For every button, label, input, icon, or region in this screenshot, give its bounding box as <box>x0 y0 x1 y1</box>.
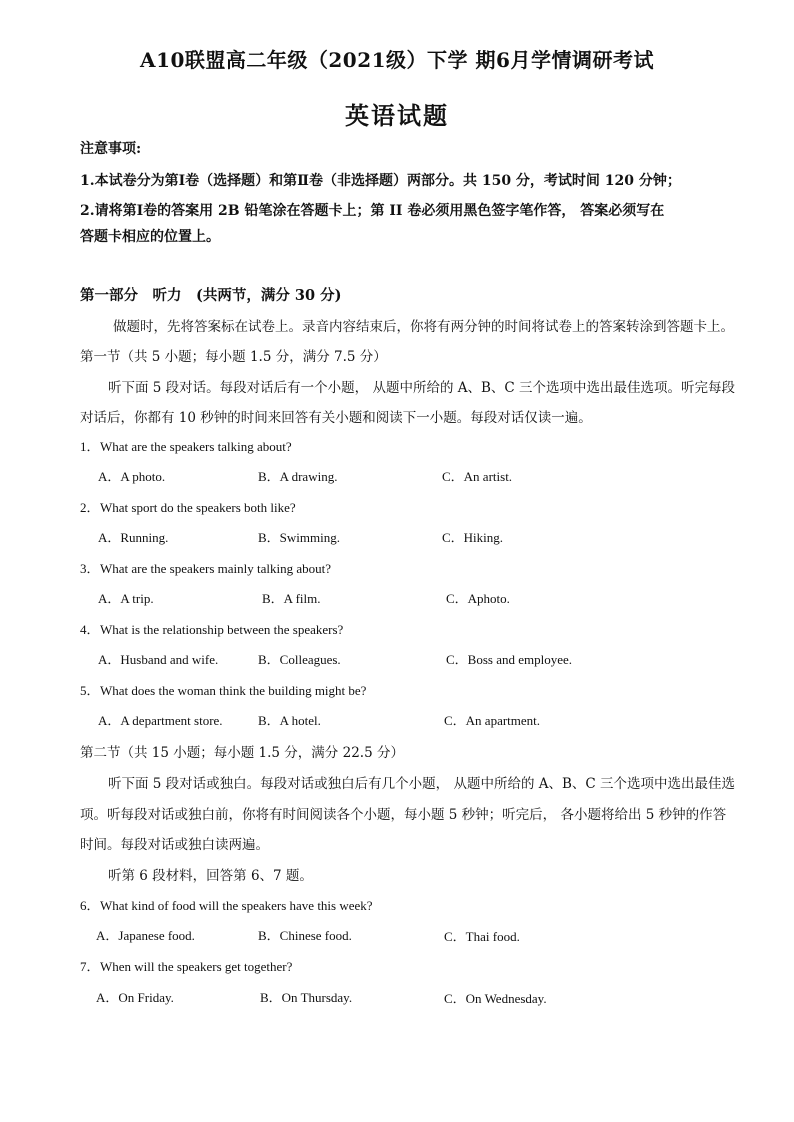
option-c: C．Boss and employee. <box>446 652 573 667</box>
option-b: B．Colleagues. <box>258 652 341 667</box>
option-b: B．A hotel. <box>258 713 321 728</box>
question-3 <box>80 558 331 577</box>
section2-instruction-1: 听下面 5 段对话或独白。每段对话或独白后有几个小题， 从题中所给的 A、B、C 三个选项中选出最佳选 <box>108 776 736 792</box>
option-a: A．A trip. <box>98 591 154 606</box>
question-text: What are the speakers mainly talking about? <box>100 561 332 576</box>
question-1 <box>80 436 292 455</box>
option-c: C．An apartment. <box>444 713 541 728</box>
question-5 <box>80 680 366 699</box>
question-text: What are the speakers talking about? <box>100 439 292 454</box>
question-number: 6． <box>80 898 100 913</box>
option-a: A．Japanese food. <box>96 928 195 943</box>
option-c: C．An artist. <box>442 469 513 484</box>
question-text: What does the woman think the building might be? <box>100 683 367 698</box>
question-number: 7． <box>80 959 100 974</box>
option-c: C．Aphoto. <box>446 591 510 606</box>
question-text: What kind of food will the speakers have this week? <box>100 898 373 913</box>
option-b: B．Chinese food. <box>258 928 352 943</box>
question-text: What sport do the speakers both like? <box>100 500 296 515</box>
material-instruction: 听第 6 段材料，回答第 6、7 题。 <box>108 868 313 884</box>
part1-heading: 第一部分 听力 (共两节，满分 30 分) <box>80 287 342 304</box>
question-7 <box>80 956 292 975</box>
option-b: B．A drawing. <box>258 469 338 484</box>
section2-heading: 第二节（共 15 小题；每小题 1.5 分，满分 22.5 分） <box>80 745 404 761</box>
question-2 <box>80 497 296 516</box>
question-text: When will the speakers get together? <box>100 959 293 974</box>
option-a: A．Husband and wife. <box>98 652 219 667</box>
note-line-1: 1.本试卷分为第Ⅰ卷（选择题）和第Ⅱ卷（非选择题）两部分。共 150 分，考试时间 120 分钟； <box>80 173 681 189</box>
option-a: A．A photo. <box>98 469 166 484</box>
section1-heading: 第一节（共 5 小题；每小题 1.5 分，满分 7.5 分） <box>80 349 387 365</box>
option-b: B．On Thursday. <box>260 990 353 1005</box>
question-4 <box>80 619 343 638</box>
section1-instruction-1: 听下面 5 段对话。每段对话后有一个小题， 从题中所给的 A、B、C 三个选项中选出最佳选项。听完每段 <box>108 380 736 396</box>
option-c: C．On Wednesday. <box>444 991 547 1006</box>
note-line-2: 2.请将第Ⅰ卷的答案用 2B 铅笔涂在答题卡上；第 II 卷必须用黑色签字笔作答， 答案必须写在 <box>80 203 665 219</box>
option-a: A．A department store. <box>98 713 223 728</box>
option-b: B．A film. <box>262 591 321 606</box>
option-b: B．Swimming. <box>258 530 340 545</box>
notes-heading: 注意事项: <box>80 141 142 157</box>
option-c: C．Hiking. <box>442 530 504 545</box>
note-line-2-cont: 答题卡相应的位置上。 <box>80 229 220 245</box>
section2-instruction-2: 项。听每段对话或独白前，你将有时间阅读各个小题，每小题 5 秒钟；听完后， 各小题将给出 5 秒钟的作答 <box>80 807 727 823</box>
exam-title: A10联盟高二年级（2021级）下学 期6月学情调研考试 <box>140 48 654 72</box>
section2-instruction-3: 时间。每段对话或独白读两遍。 <box>80 837 269 853</box>
question-number: 1． <box>80 439 100 454</box>
question-number: 4． <box>80 622 100 637</box>
question-number: 2． <box>80 500 100 515</box>
question-number: 5． <box>80 683 100 698</box>
question-text: What is the relationship between the speakers? <box>100 622 344 637</box>
option-a: A．Running. <box>98 530 169 545</box>
option-a: A．On Friday. <box>96 990 174 1005</box>
question-number: 3． <box>80 561 100 576</box>
section1-instruction-2: 对话后，你都有 10 秒钟的时间来回答有关小题和阅读下一小题。每段对话仅读一遍。 <box>80 410 592 426</box>
question-6 <box>80 895 373 914</box>
exam-subtitle: 英语试题 <box>345 101 449 130</box>
part1-intro: 做题时，先将答案标在试卷上。录音内容结束后，你将有两分钟的时间将试卷上的答案转涂到答题卡上。 <box>113 319 734 335</box>
option-c: C．Thai food. <box>444 929 520 944</box>
